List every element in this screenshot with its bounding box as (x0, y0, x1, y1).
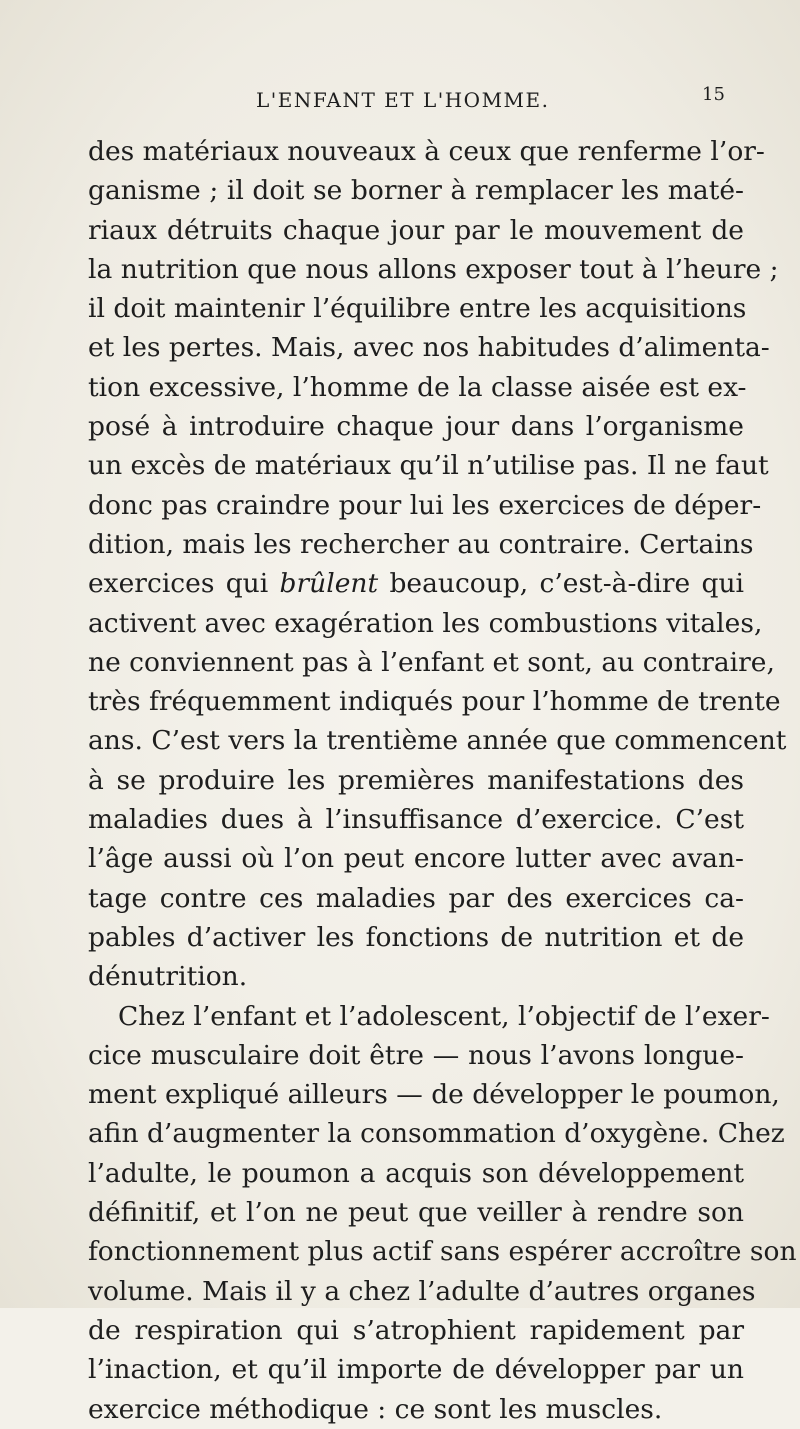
text-line-with-emphasis (88, 564, 744, 603)
text-line: tage contre ces maladies par des exercices ca- (88, 882, 744, 914)
text-line: à se produire les premières manifestations des (88, 764, 744, 796)
text-line: cice musculaire doit être — nous l’avons longue- (88, 1039, 744, 1071)
text-line: ne conviennent pas à l’enfant et sont, au contraire, (88, 646, 775, 678)
running-head (0, 84, 800, 118)
text-line: fonctionnement plus actif sans espérer accroître son (88, 1236, 797, 1268)
text-line: définitif, et l’on ne peut que veiller à rendre son (88, 1197, 744, 1229)
text-line: donc pas craindre pour lui les exercices de déper- (88, 489, 762, 521)
body-text (88, 132, 797, 1429)
text-line: afin d’augmenter la consommation d’oxygène. Chez (88, 1118, 785, 1150)
text-line: l’inaction, et qu’il importe de développer par un (88, 1354, 744, 1386)
text-line: riaux détruits chaque jour par le mouvement de (88, 214, 744, 246)
text-line: tion excessive, l’homme de la classe aisée est ex- (88, 371, 747, 403)
text-line: dition, mais les rechercher au contraire. Certains (88, 528, 754, 560)
text-line: ans. C’est vers la trentième année que commencent (88, 725, 787, 757)
text-line: pables d’activer les fonctions de nutrition et de (88, 921, 744, 953)
text-line: de respiration qui s’atrophient rapidement par (88, 1314, 744, 1346)
paragraph-start-line: Chez l’enfant et l’adolescent, l’objectif de l’exer- (118, 1000, 770, 1032)
text-line: ment expliqué ailleurs — de développer le poumon, (88, 1079, 780, 1111)
text-line: il doit maintenir l’équilibre entre les acquisitions (88, 293, 747, 325)
text-line: l’âge aussi où l’on peut encore lutter avec avan- (88, 843, 744, 875)
text-segment: beaucoup, c’est-à-dire qui (389, 568, 744, 600)
page-number: 15 (702, 84, 725, 105)
text-line: activent avec exagération les combustions vitales, (88, 607, 763, 639)
text-line: très fréquemment indiqués pour l’homme de trente (88, 686, 781, 718)
running-title: L'ENFANT ET L'HOMME. (256, 88, 550, 112)
text-line: posé à introduire chaque jour dans l’organisme (88, 411, 744, 443)
text-line: et les pertes. Mais, avec nos habitudes d’alimenta- (88, 332, 770, 364)
text-line: un excès de matériaux qu’il n’utilise pas. Il ne faut (88, 450, 769, 482)
text-line: ganisme ; il doit se borner à remplacer les maté- (88, 175, 744, 207)
text-line: volume. Mais il y a chez l’adulte d’autres organes (88, 1275, 756, 1307)
text-line: la nutrition que nous allons exposer tout à l’heure ; (88, 253, 779, 285)
text-segment: exercices qui (88, 568, 269, 600)
text-line: l’adulte, le poumon a acquis son développement (88, 1157, 744, 1189)
text-line: maladies dues à l’insuffisance d’exercice. C’est (88, 804, 744, 836)
emphasis-text: brûlent (279, 568, 379, 600)
paragraph-end-line: exercice méthodique : ce sont les muscles. (88, 1393, 663, 1425)
text-line: des matériaux nouveaux à ceux que renferme l’or- (88, 136, 765, 167)
paragraph-end-line: dénutrition. (88, 961, 248, 993)
